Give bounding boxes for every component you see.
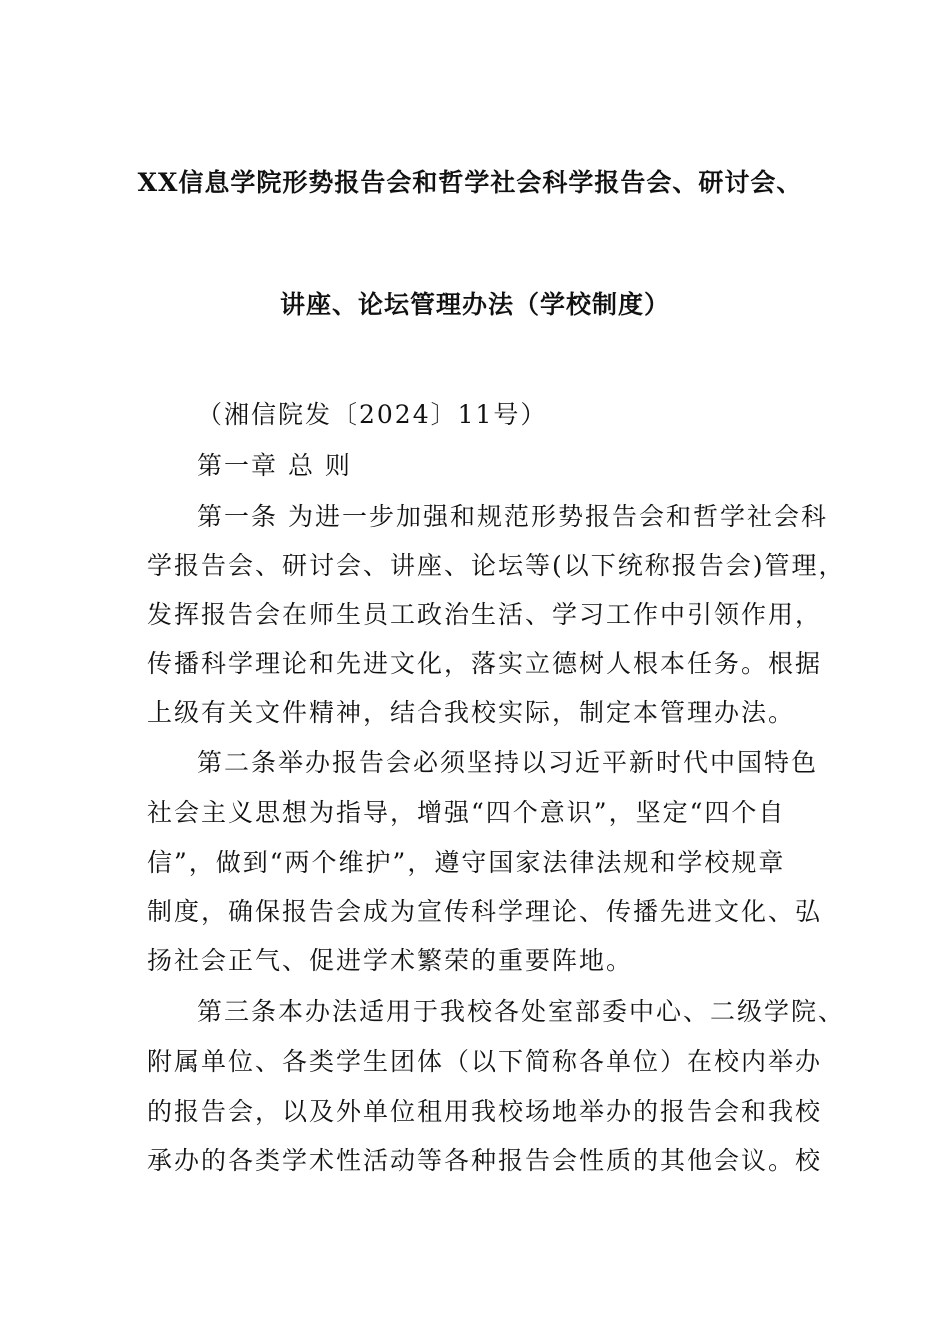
chapter-heading: 第一章 总 则 <box>197 451 352 480</box>
article-3-line-4: 承办的各类学术性活动等各种报告会性质的其他会议。校 <box>147 1146 823 1175</box>
article-1-line-5: 上级有关文件精神，结合我校实际，制定本管理办法。 <box>147 698 796 727</box>
article-3-line-2: 附属单位、各类学生团体（以下简称各单位）在校内举办 <box>147 1047 823 1076</box>
article-2-line-4: 制度，确保报告会成为宣传科学理论、传播先进文化、弘 <box>147 897 823 926</box>
article-2-line-5: 扬社会正气、促进学术繁荣的重要阵地。 <box>147 946 634 975</box>
document-title-line-1: XX信息学院形势报告会和哲学社会科学报告会、研讨会、 <box>137 168 803 197</box>
article-1-line-4: 传播科学理论和先进文化，落实立德树人根本任务。根据 <box>147 649 823 678</box>
article-1-line-3: 发挥报告会在师生员工政治生活、学习工作中引领作用， <box>147 600 823 629</box>
article-2-line-1: 第二条举办报告会必须坚持以习近平新时代中国特色 <box>197 748 819 777</box>
article-2-line-3: 信”，做到“两个维护”，遵守国家法律法规和学校规章 <box>147 848 786 877</box>
article-3-line-1: 第三条本办法适用于我校各处室部委中心、二级学院、 <box>197 997 846 1026</box>
document-title-line-2: 讲座、论坛管理办法（学校制度） <box>279 290 670 319</box>
article-1-line-2: 学报告会、研讨会、讲座、论坛等(以下统称报告会)管理， <box>147 551 846 580</box>
document-number: （湘信院发〔2024〕11号） <box>197 400 548 429</box>
article-3-line-3: 的报告会，以及外单位租用我校场地举办的报告会和我校 <box>147 1097 823 1126</box>
article-2-line-2: 社会主义思想为指导，增强“四个意识”，坚定“四个自 <box>147 798 786 827</box>
article-1-line-1: 第一条 为进一步加强和规范形势报告会和哲学社会科 <box>197 502 828 531</box>
